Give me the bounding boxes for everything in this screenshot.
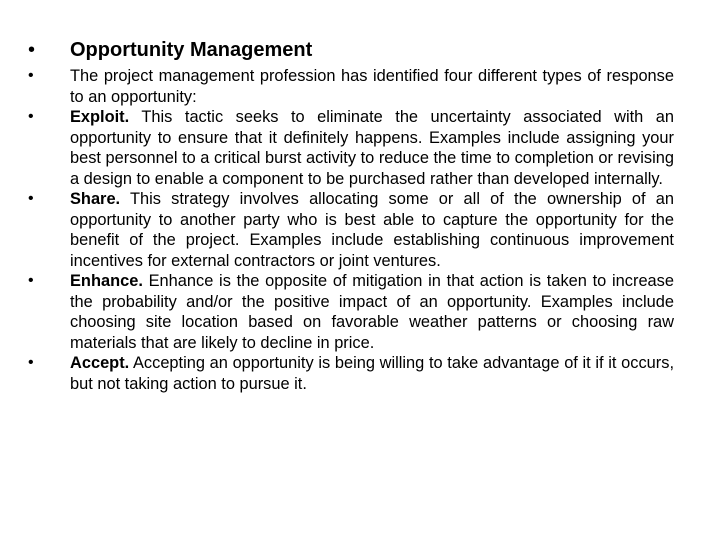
list-item-lead: Enhance. <box>70 272 143 290</box>
bullet-icon: • <box>28 272 34 289</box>
list-item <box>28 66 674 107</box>
list-item-body: This strategy involves allocating some or all of the ownership of an opportunity to another party who is best able to capture the opportunity for the benefit of the project. Examples include establishing continuous improvement incentives for external contractors or joint ventures. <box>70 190 674 270</box>
list-item-lead: Exploit. <box>70 108 130 126</box>
slide-title-row <box>28 38 688 62</box>
list-item-text <box>70 66 674 107</box>
slide-title: Opportunity Management <box>70 39 313 61</box>
list-item-text <box>70 189 674 271</box>
list-item-body: The project management profession has identified four different types of response to an opportunity: <box>70 67 674 106</box>
list-item <box>28 189 674 271</box>
bullet-icon: • <box>28 354 34 371</box>
list-item <box>28 107 674 189</box>
bullet-list <box>28 66 674 394</box>
list-item-lead: Accept. <box>70 354 130 372</box>
list-item-text <box>70 353 674 394</box>
list-item-body: Enhance is the opposite of mitigation in that action is taken to increase the probability and/or the positive impact of an opportunity. Examples include choosing site location based on favorable weather patterns or choosing raw materials that are likely to decline in price. <box>70 272 674 352</box>
list-item <box>28 271 674 353</box>
bullet-icon: • <box>28 39 36 61</box>
bullet-icon: • <box>28 108 34 125</box>
bullet-icon: • <box>28 67 34 84</box>
list-item-text <box>70 271 674 353</box>
list-item-lead: Share. <box>70 190 121 208</box>
list-item-text <box>70 107 674 189</box>
list-item-body: Accepting an opportunity is being willing to take advantage of it if it occurs, but not taking action to pursue it. <box>70 354 674 393</box>
list-item-body: This tactic seeks to eliminate the uncertainty associated with an opportunity to ensure that it definitely happens. Examples include assigning your best personnel to a critical burst activity to reduce the time to completion or revising a design to enable a component to be purchased rather than developed internally. <box>70 108 675 188</box>
list-item <box>28 353 674 394</box>
bullet-icon: • <box>28 190 34 207</box>
